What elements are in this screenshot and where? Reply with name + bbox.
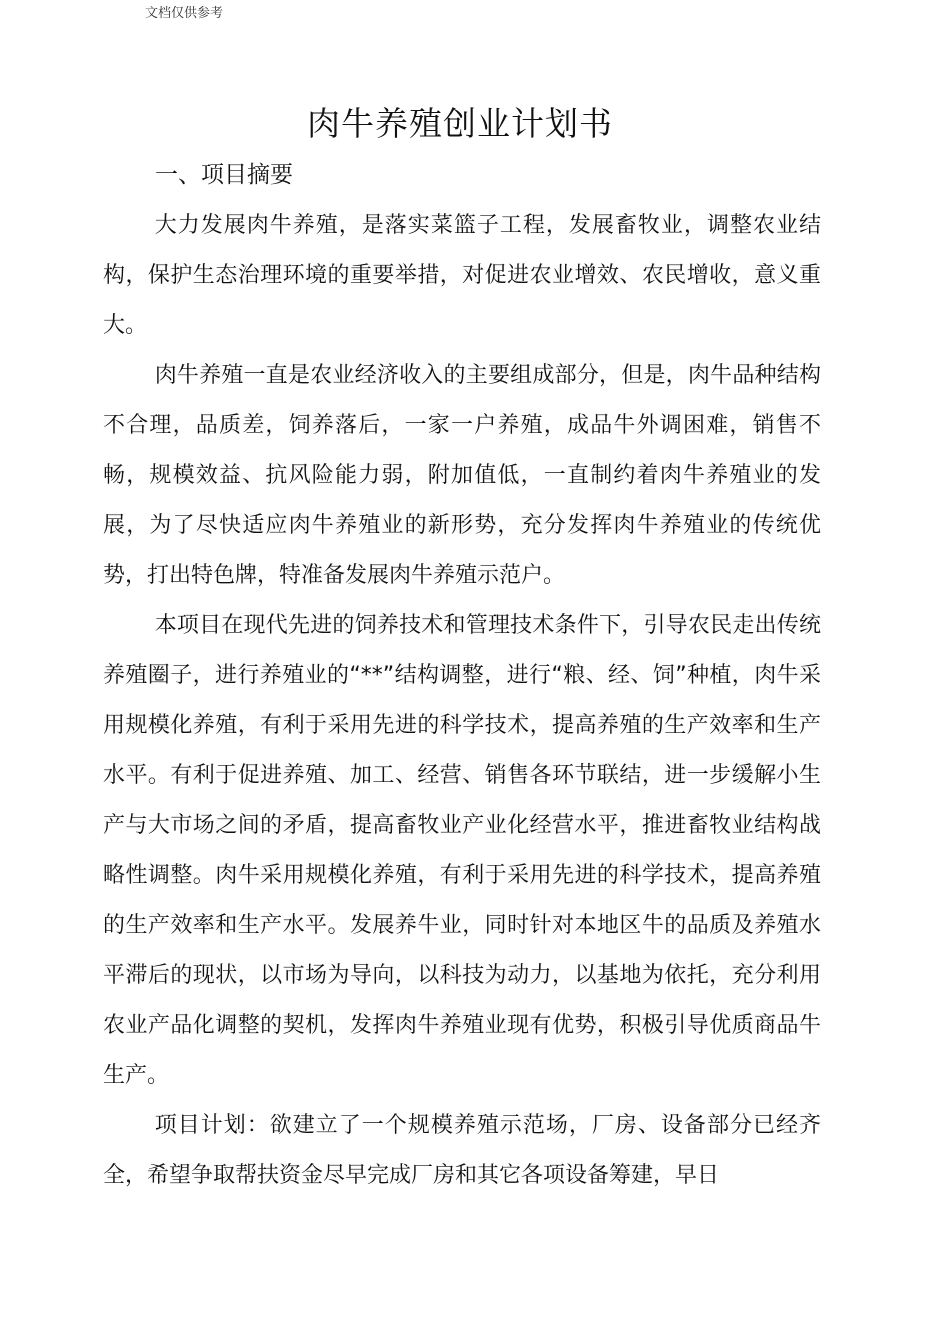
document-title: 肉牛养殖创业计划书: [307, 104, 613, 143]
paragraph-background: 肉牛养殖一直是农业经济收入的主要组成部分，但是，肉牛品种结构不合理，品质差，饲养落后，一家一户养殖，成品牛外调困难，销售不畅，规模效益、抗风险能力弱，附加值低，一直制约着肉牛养殖业的发展，为了尽快适应肉牛养殖业的新形势，充分发挥肉牛养殖业的传统优势，打出特色牌，特准备发展肉牛养殖示范户。: [103, 363, 821, 588]
section-heading: 一、项目摘要: [155, 162, 293, 188]
document-body: [103, 201, 821, 1201]
paragraph-intro: 大力发展肉牛养殖，是落实菜篮子工程，发展畜牧业，调整农业结构，保护生态治理环境的重要举措，对促进农业增效、农民增收，意义重大。: [103, 213, 821, 338]
paragraph-project-plan: 项目计划：欲建立了一个规模养殖示范场，厂房、设备部分已经齐全，希望争取帮扶资金尽早完成厂房和其它各项设备筹建，早日: [103, 1113, 821, 1188]
watermark-text: 文档仅供参考: [145, 6, 224, 21]
paragraph-project-description: 本项目在现代先进的饲养技术和管理技术条件下，引导农民走出传统养殖圈子，进行养殖业的“**”结构调整，进行“粮、经、饲”种植，肉牛采用规模化养殖，有利于采用先进的科学技术，提高养殖的生产效率和生产水平。有利于促进养殖、加工、经营、销售各环节联结，进一步缓解小生产与大市场之间的矛盾，提高畜牧业产业化经营水平，推进畜牧业结构战略性调整。肉牛采用规模化养殖，有利于采用先进的科学技术，提高养殖的生产效率和生产水平。发展养牛业，同时针对本地区牛的品质及养殖水平滞后的现状，以市场为导向，以科技为动力，以基地为依托，充分利用农业产品化调整的契机，发挥肉牛养殖业现有优势，积极引导优质商品牛生产。: [103, 613, 821, 1088]
